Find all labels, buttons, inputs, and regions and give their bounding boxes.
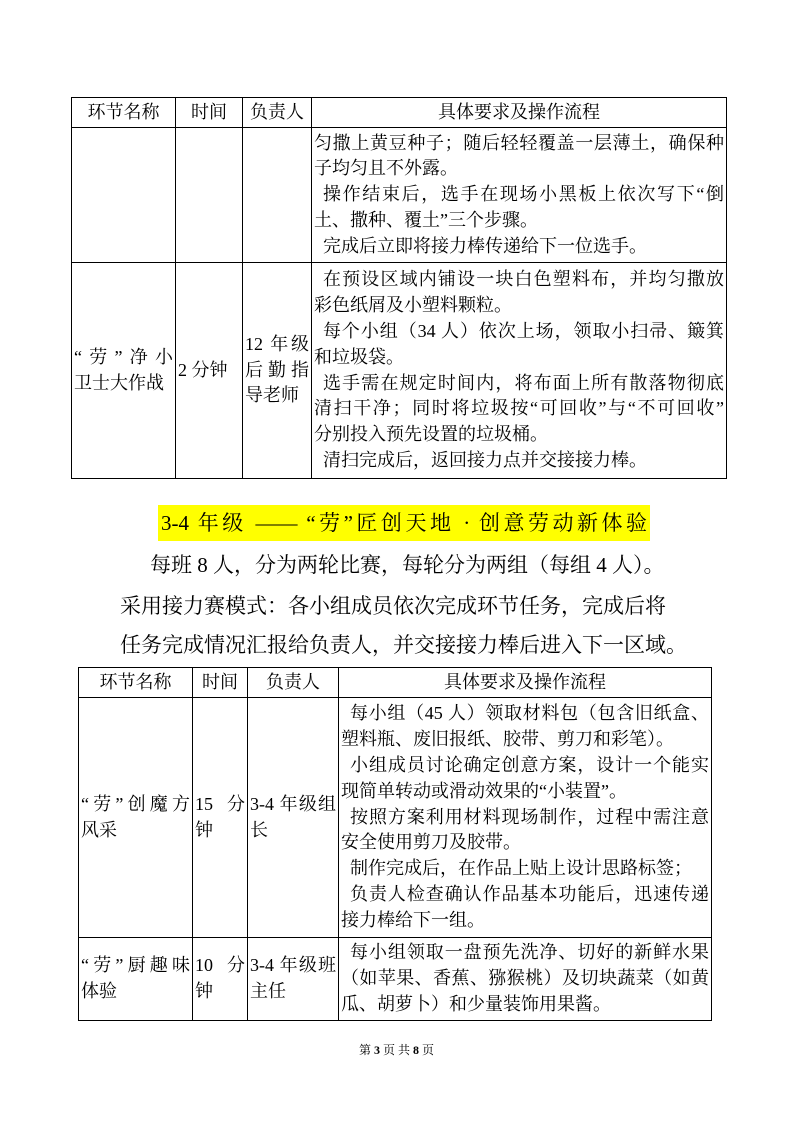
total-pages-number: 8 [413, 1043, 419, 1057]
detail-line: 完成后立即将接力棒传递给下一位选手。 [323, 235, 647, 256]
detail-line: 每小组领取一盘预先洗净、切好的新鲜水果 [350, 942, 709, 963]
detail-line: 选手需在规定时间内，将布面上所有散落物彻底 [323, 372, 724, 393]
stage-name-line: 卫士大作战 [74, 372, 164, 393]
owner-line: 长 [250, 819, 268, 840]
stage-name-cell [79, 698, 193, 938]
details-cell [312, 128, 727, 263]
owner-line: 导老师 [245, 385, 299, 406]
stage-name-line: 体验 [81, 981, 117, 1001]
table-row [79, 938, 712, 1021]
time-cell [176, 128, 243, 263]
detail-line: 操作结束后，选手在现场小黑板上依次写下“倒 [323, 184, 724, 205]
stage-name-line: “劳”创魔方 [81, 793, 190, 814]
detail-line: 彩色纸屑及小塑料颗粒。 [314, 295, 512, 316]
intro-paragraph-line: 任务完成情况汇报给负责人，并交接接力棒后进入下一区域。 [120, 633, 687, 657]
intro-paragraph-line: 每班 8 人，分为两轮比赛，每轮分为两组（每组 4 人）。 [150, 553, 665, 577]
intro-paragraph-line: 采用接力赛模式：各小组成员依次完成环节任务，完成后将 [120, 594, 666, 618]
stage-name-line: 风采 [81, 819, 117, 840]
owner-cell [243, 128, 312, 263]
owner-line: 3-4 年级班 [250, 955, 336, 976]
owner-cell [248, 938, 339, 1021]
col-header-details: 具体要求及操作流程 [312, 98, 727, 128]
detail-line: （如苹果、香蕉、猕猴桃）及切块蔬菜（如黄 [341, 968, 709, 989]
time-line: 钟 [195, 981, 213, 1001]
detail-line: 塑料瓶、废旧报纸、胶带、剪刀和彩笔）。 [341, 729, 674, 750]
detail-line: 在预设区域内铺设一块白色塑料布，并均匀撒放 [323, 269, 724, 290]
detail-line: 土、撒种、覆土”三个步骤。 [314, 209, 538, 230]
page-label-end: 页 [422, 1043, 435, 1057]
stage-name-cell [79, 938, 193, 1021]
detail-line: 负责人检查确认作品基本功能后，迅速传递 [350, 883, 709, 904]
owner-line: 3-4 年级组 [250, 793, 336, 814]
col-header-owner: 负责人 [248, 668, 339, 698]
page-footer [0, 1041, 793, 1059]
detail-line: 子均匀且不外露。 [314, 158, 458, 179]
detail-line: 和垃圾袋。 [314, 346, 404, 367]
activity-table-grade-1-2 [71, 97, 727, 479]
details-cell [339, 938, 712, 1021]
details-cell [312, 263, 727, 479]
stage-name-line: “劳”净小 [74, 346, 173, 367]
detail-line: 现简单转动或滑动效果的“小装置”。 [341, 780, 627, 801]
table-row [72, 128, 727, 263]
detail-line: 接力棒给下一组。 [341, 909, 485, 930]
time-cell [176, 263, 243, 479]
detail-line: 匀撒上黄豆种子；随后轻轻覆盖一层薄土，确保种 [314, 132, 724, 153]
table-row [79, 698, 712, 938]
detail-line: 制作完成后，在作品上贴上设计思路标签； [350, 858, 692, 879]
col-header-time: 时间 [176, 98, 243, 128]
detail-line: 瓜、胡萝卜）和少量装饰用果酱。 [341, 993, 611, 1014]
col-header-stage-name: 环节名称 [79, 668, 193, 698]
time-line: 2 分钟 [178, 359, 228, 380]
detail-line: 每个小组（34 人）依次上场，领取小扫帚、簸箕 [323, 320, 724, 341]
detail-line: 每小组（45 人）领取材料包（包含旧纸盒、 [350, 703, 709, 724]
table-header-row [79, 668, 712, 698]
owner-line: 12 年级 [245, 333, 309, 354]
detail-line: 安全使用剪刀及胶带。 [341, 832, 521, 853]
owner-cell [243, 263, 312, 479]
details-cell [339, 698, 712, 938]
time-cell [193, 698, 248, 938]
time-line: 15 分 [195, 793, 245, 814]
detail-line: 清扫完成后，返回接力点并交接接力棒。 [323, 449, 647, 470]
activity-table-grade-3-4 [78, 667, 712, 1021]
page-label-start: 第 [358, 1043, 371, 1057]
time-line: 钟 [195, 819, 213, 840]
table-header-row [72, 98, 727, 128]
owner-cell [248, 698, 339, 938]
detail-line: 清扫干净；同时将垃圾按“可回收”与“不可回收” [314, 398, 724, 419]
col-header-stage-name: 环节名称 [72, 98, 176, 128]
time-cell [193, 938, 248, 1021]
owner-line: 后勤指 [245, 359, 309, 380]
current-page-number: 3 [373, 1043, 380, 1057]
table-row [72, 263, 727, 479]
owner-line: 主任 [250, 981, 286, 1001]
detail-line: 分别投入预先设置的垃圾桶。 [314, 424, 548, 445]
col-header-owner: 负责人 [243, 98, 312, 128]
col-header-details: 具体要求及操作流程 [339, 668, 712, 698]
stage-name-cell [72, 128, 176, 263]
section-heading: 3-4 年级 —— “劳”匠创天地 · 创意劳动新体验 [158, 505, 650, 541]
time-line: 10 分 [195, 955, 245, 976]
detail-line: 小组成员讨论确定创意方案，设计一个能实 [350, 755, 709, 775]
col-header-time: 时间 [193, 668, 248, 698]
page-label-mid: 页 共 [382, 1043, 410, 1057]
stage-name-cell [72, 263, 176, 479]
stage-name-line: “劳”厨趣味 [81, 955, 190, 976]
detail-line: 按照方案利用材料现场制作，过程中需注意 [350, 806, 709, 827]
